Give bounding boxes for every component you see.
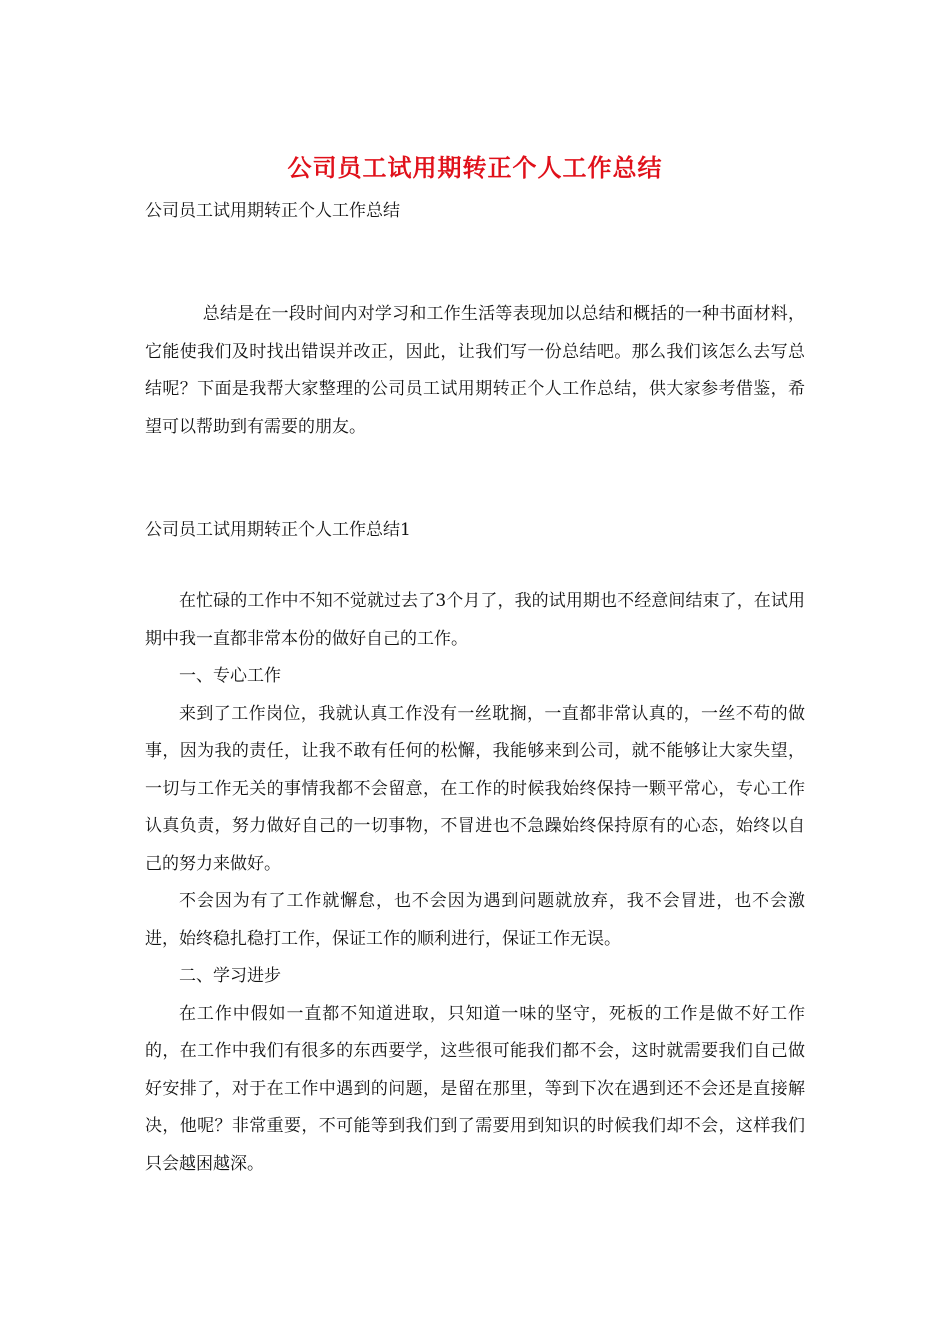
body-paragraph-1: 在忙碌的工作中不知不觉就过去了3个月了，我的试用期也不经意间结束了，在试用期中我一直都非常本份的做好自己的工作。 [145, 591, 805, 649]
subheading-focus-work: 一、专心工作 [179, 666, 281, 686]
document-subtitle: 公司员工试用期转正个人工作总结 [145, 201, 400, 221]
body-paragraph-3: 不会因为有了工作就懈怠，也不会因为遇到问题就放弃，我不会冒进，也不会激进，始终稳扎稳打工作，保证工作的顺利进行，保证工作无误。 [145, 891, 805, 949]
intro-paragraph: 总结是在一段时间内对学习和工作生活等表现加以总结和概括的一种书面材料，它能使我们及时找出错误并改正，因此，让我们写一份总结吧。那么我们该怎么去写总结呢？下面是我帮大家整理的公司员工试用期转正个人工作总结，供大家参考借鉴，希望可以帮助到有需要的朋友。 [145, 304, 805, 437]
intro-block [145, 296, 805, 446]
body-paragraph-2: 来到了工作岗位，我就认真工作没有一丝耽搁，一直都非常认真的，一丝不苟的做事，因为我的责任，让我不敢有任何的松懈，我能够来到公司，就不能够让大家失望，一切与工作无关的事情我都不会留意，在工作的时候我始终保持一颗平常心，专心工作认真负责，努力做好自己的一切事物，不冒进也不急躁始终保持原有的心态，始终以自己的努力来做好。 [145, 703, 805, 874]
document-title: 公司员工试用期转正个人工作总结 [287, 153, 663, 182]
section-heading: 公司员工试用期转正个人工作总结1 [145, 520, 411, 540]
body-paragraph-4: 在工作中假如一直都不知道进取，只知道一味的坚守，死板的工作是做不好工作的，在工作中我们有很多的东西要学，这些很可能我们都不会，这时就需要我们自己做好安排了，对于在工作中遇到的问题，是留在那里，等到下次在遇到还不会还是直接解决，他呢？非常重要，不可能等到我们到了需要用到知识的时候我们却不会，这样我们只会越困越深。 [145, 1003, 805, 1174]
subheading-study-progress: 二、学习进步 [179, 966, 281, 986]
body-block [145, 583, 805, 1183]
